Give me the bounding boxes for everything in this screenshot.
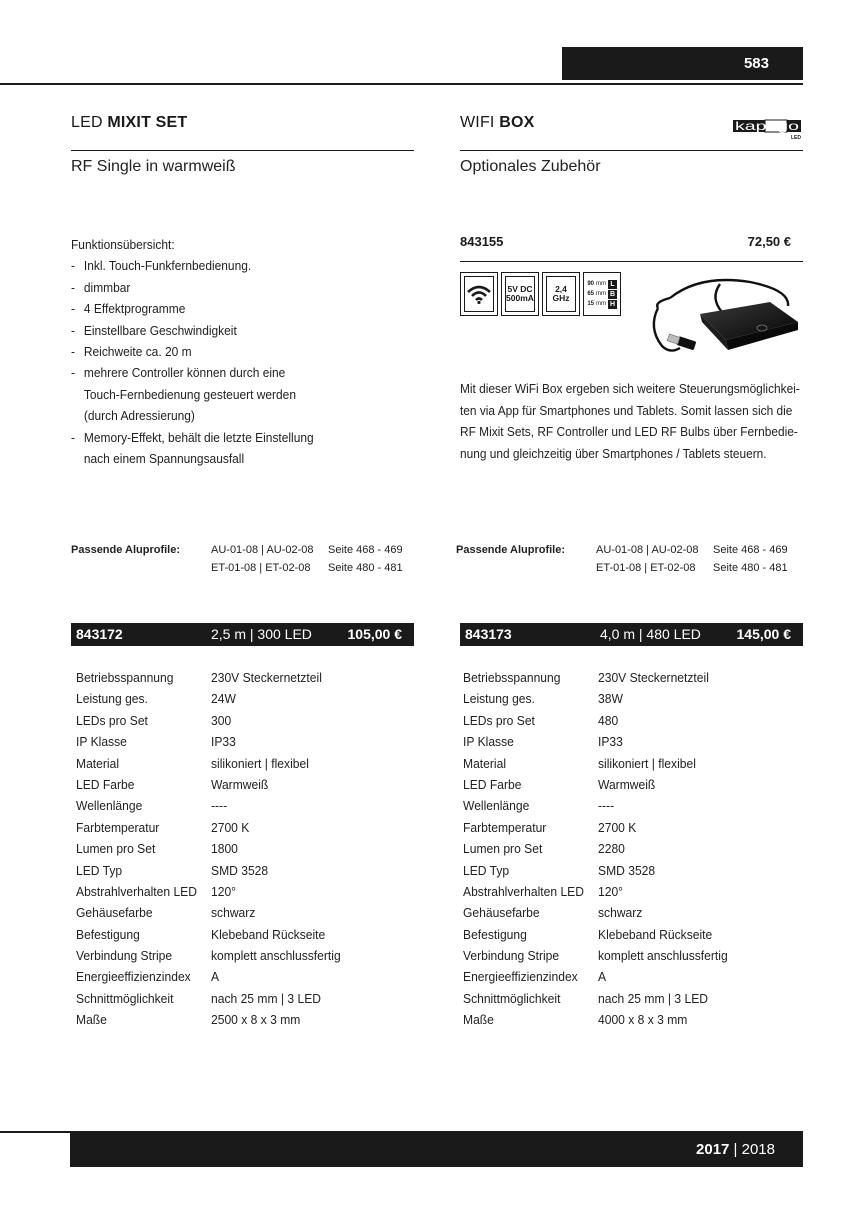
spec-key: Gehäusefarbe [76, 905, 153, 921]
spec-key: Wellenlänge [463, 798, 530, 814]
year-separator: | [729, 1141, 742, 1158]
product-bar-843173 [460, 623, 803, 646]
spec-key: IP Klasse [463, 734, 514, 750]
dimension-row [587, 290, 617, 299]
spec-row [76, 667, 406, 688]
spec-key: Abstrahlverhalten LED [76, 883, 197, 899]
dimension-letter: L [608, 280, 617, 289]
spec-table-843172 [76, 667, 406, 1031]
spec-row [76, 710, 406, 731]
spec-key: Material [463, 755, 507, 771]
spec-key: Befestigung [76, 926, 140, 942]
page-number: 583 [562, 47, 803, 80]
spec-row [76, 688, 406, 709]
voltage-icon-box [501, 272, 539, 316]
spec-row [463, 1009, 793, 1030]
spec-value: IP33 [211, 734, 236, 750]
feature-text: Memory-Effekt, behält die letzte Einstellung [83, 429, 314, 445]
description-line: nung und gleichzeitig über Smartphones / Tablets steuern. [460, 445, 767, 461]
spec-value: silikoniert | flexibel [211, 755, 309, 771]
feature-dash: - [71, 279, 75, 295]
feature-text: dimmbar [83, 279, 131, 295]
product-code: 843173 [465, 626, 512, 642]
spec-value: komplett anschlussfertig [211, 948, 341, 964]
profile-codes: ET-01-08 | ET-02-08 [211, 562, 311, 574]
wifi-rule [460, 261, 803, 262]
spec-key: Maße [76, 1012, 107, 1028]
feature-dash: - [71, 429, 75, 445]
profile-pages: Seite 468 - 469 [713, 544, 788, 556]
wifi-box-product-image [640, 268, 802, 372]
spec-value: 300 [211, 712, 232, 728]
left-subtitle: RF Single in warmweiß [71, 158, 236, 175]
profiles-left [71, 541, 416, 577]
feature-text: Touch-Fernbedienung gesteuert werden [83, 386, 296, 402]
spec-value: schwarz [598, 905, 643, 921]
spec-value: 24W [211, 691, 236, 707]
spec-value: Klebeband Rückseite [598, 926, 713, 942]
voltage-line-1: 5V DC [507, 284, 533, 294]
spec-value: Klebeband Rückseite [211, 926, 326, 942]
dimension-row [587, 300, 617, 309]
dimension-unit: mm [596, 281, 606, 287]
right-subtitle: Optionales Zubehör [460, 158, 601, 175]
spec-value: schwarz [211, 905, 256, 921]
spec-value: 4000 x 8 x 3 mm [598, 1012, 688, 1028]
profiles-right [456, 541, 801, 577]
feature-item [71, 255, 347, 276]
profiles-label: Passende Aluprofile: [71, 544, 181, 556]
description-line: RF Mixit Sets, RF Controller und LED RF Bulbs über Fernbedie- [460, 424, 798, 440]
spec-row [463, 774, 793, 795]
frequency-unit: GHz [552, 293, 570, 303]
top-rule [0, 83, 803, 85]
spec-value: 230V Steckernetzteil [211, 670, 322, 685]
spec-key: Lumen pro Set [76, 841, 156, 857]
spec-key: Leistung ges. [76, 691, 148, 707]
feature-item [71, 298, 347, 319]
feature-text: 4 Effektprogramme [83, 301, 186, 317]
year-next: 2018 [741, 1141, 775, 1158]
description-line: Mit dieser WiFi Box ergeben sich weitere Steuerungsmöglichkei- [460, 381, 800, 396]
spec-value: nach 25 mm | 3 LED [211, 990, 321, 1006]
dimension-value: 65 [587, 291, 594, 297]
spec-value: 38W [598, 691, 623, 707]
product-desc: 4,0 m | 480 LED [600, 626, 701, 642]
spec-value: IP33 [598, 734, 623, 750]
spec-value: A [211, 969, 220, 985]
spec-key: Energieeffizienzindex [76, 969, 191, 985]
spec-row [76, 731, 406, 752]
dimension-unit: mm [596, 291, 606, 297]
spec-key: Schnittmöglichkeit [463, 990, 561, 1006]
spec-key: Betriebsspannung [76, 670, 174, 685]
profile-pages: Seite 468 - 469 [328, 544, 403, 556]
feature-text: (durch Adressierung) [83, 408, 195, 424]
spec-key: Energieeffizienzindex [463, 969, 578, 985]
feature-text: mehrere Controller können durch eine [83, 365, 286, 381]
frequency-value: 2,4 [555, 284, 567, 294]
wifi-icon [466, 284, 492, 304]
year-current: 2017 [696, 1141, 730, 1158]
feature-text: Reichweite ca. 20 m [83, 344, 192, 360]
feature-dash: - [71, 365, 75, 381]
right-title: WIFI BOX [460, 114, 535, 131]
profile-codes: ET-01-08 | ET-02-08 [596, 562, 696, 574]
feature-item [71, 277, 347, 298]
spec-row [76, 774, 406, 795]
spec-row [76, 902, 406, 923]
frequency-icon-box [542, 272, 580, 316]
feature-dash: - [71, 301, 75, 317]
spec-row [463, 688, 793, 709]
dimension-letter: B [609, 290, 616, 298]
spec-key: Gehäusefarbe [463, 905, 540, 921]
spec-value: 120° [211, 883, 237, 899]
voltage-line-2: 500mA [506, 293, 534, 303]
profile-pages: Seite 480 - 481 [713, 562, 788, 574]
spec-row [76, 988, 406, 1009]
spec-icons [460, 272, 621, 316]
feature-dash: - [71, 344, 75, 360]
spec-row [463, 881, 793, 902]
spec-value: A [598, 969, 607, 985]
spec-value: 2700 K [598, 819, 637, 835]
kapego-logo [733, 114, 805, 140]
spec-row [76, 795, 406, 816]
left-title-rule [71, 150, 414, 151]
profile-codes: AU-01-08 | AU-02-08 [211, 544, 314, 556]
product-desc: 2,5 m | 300 LED [211, 626, 312, 642]
spec-row [463, 860, 793, 881]
spec-key: Wellenlänge [76, 798, 143, 814]
product-code: 843172 [76, 626, 123, 642]
wifi-article-header [460, 234, 803, 254]
wifi-icon-box [460, 272, 498, 316]
spec-key: Befestigung [463, 926, 527, 942]
feature-text: nach einem Spannungsausfall [83, 451, 245, 467]
spec-row [463, 817, 793, 838]
year-footer [70, 1133, 803, 1167]
feature-text: Inkl. Touch-Funkfernbedienung. [83, 258, 252, 274]
feature-item [71, 320, 347, 341]
feature-text: Einstellbare Geschwindigkeit [83, 322, 237, 338]
spec-key: Abstrahlverhalten LED [463, 883, 584, 899]
spec-key: Material [76, 755, 120, 771]
spec-value: 2280 [598, 841, 625, 857]
profile-pages: Seite 480 - 481 [328, 562, 403, 574]
spec-key: Farbtemperatur [463, 819, 547, 835]
spec-key: IP Klasse [76, 734, 127, 750]
spec-key: Lumen pro Set [463, 841, 543, 857]
spec-row [463, 966, 793, 987]
spec-value: komplett anschlussfertig [598, 948, 728, 964]
spec-row [463, 924, 793, 945]
spec-value: 230V Steckernetzteil [598, 670, 709, 685]
spec-table-843173 [463, 667, 793, 1031]
spec-row [463, 667, 793, 688]
product-price: 145,00 € [736, 626, 791, 642]
wifi-price: 72,50 € [747, 234, 791, 249]
spec-value: 480 [598, 712, 619, 728]
spec-value: Warmweiß [211, 776, 269, 792]
spec-row [76, 966, 406, 987]
spec-key: Leistung ges. [463, 691, 535, 707]
spec-row [463, 795, 793, 816]
spec-row [463, 710, 793, 731]
spec-value: ---- [598, 798, 615, 814]
right-title-rule [460, 150, 803, 151]
feature-item [71, 341, 347, 362]
spec-key: Verbindung Stripe [76, 948, 173, 964]
dimension-value: 90 [587, 281, 594, 287]
spec-row [76, 838, 406, 859]
spec-row [76, 1009, 406, 1030]
wifi-article-number: 843155 [460, 234, 504, 249]
spec-row [463, 753, 793, 774]
logo-sub: LED [791, 135, 801, 140]
spec-key: Farbtemperatur [76, 819, 160, 835]
spec-key: LED Typ [76, 862, 123, 878]
spec-value: 2500 x 8 x 3 mm [211, 1012, 301, 1028]
dimension-row [587, 280, 617, 289]
description-line: ten via App für Smartphones und Tablets. Somit lassen sich die [460, 402, 793, 418]
dimension-letter: H [609, 300, 616, 308]
spec-value: 2700 K [211, 819, 250, 835]
feature-dash: - [71, 322, 75, 338]
spec-key: Schnittmöglichkeit [76, 990, 174, 1006]
spec-value: silikoniert | flexibel [598, 755, 696, 771]
spec-key: Verbindung Stripe [463, 948, 560, 964]
product-price: 105,00 € [347, 626, 402, 642]
profile-codes: AU-01-08 | AU-02-08 [596, 544, 699, 556]
feature-list [71, 234, 347, 469]
spec-key: Betriebsspannung [463, 670, 561, 685]
spec-value: nach 25 mm | 3 LED [598, 990, 708, 1006]
wifi-description [460, 378, 803, 464]
feature-item [71, 362, 347, 426]
spec-row [76, 924, 406, 945]
spec-row [76, 945, 406, 966]
spec-key: LED Farbe [463, 776, 522, 792]
spec-key: Maße [463, 1012, 494, 1028]
spec-value: SMD 3528 [598, 862, 656, 878]
spec-value: SMD 3528 [211, 862, 269, 878]
profiles-label: Passende Aluprofile: [456, 544, 566, 556]
spec-key: LEDs pro Set [76, 712, 148, 728]
spec-row [76, 881, 406, 902]
spec-key: LED Farbe [76, 776, 135, 792]
spec-value: ---- [211, 798, 228, 814]
product-bar-843172 [71, 623, 414, 646]
spec-key: LED Typ [463, 862, 510, 878]
spec-row [76, 860, 406, 881]
spec-row [463, 945, 793, 966]
logo-text: kapego [735, 119, 800, 133]
spec-row [463, 902, 793, 923]
spec-value: Warmweiß [598, 776, 656, 792]
spec-value: 1800 [211, 841, 238, 857]
feature-item [71, 427, 347, 470]
dimension-unit: mm [596, 301, 606, 307]
feature-dash: - [71, 258, 75, 274]
dimension-value: 15 [587, 301, 594, 307]
spec-row [76, 753, 406, 774]
spec-row [463, 731, 793, 752]
spec-value: 120° [598, 883, 624, 899]
spec-key: LEDs pro Set [463, 712, 535, 728]
spec-row [463, 838, 793, 859]
left-title: LED MIXIT SET [71, 114, 188, 131]
spec-row [76, 817, 406, 838]
spec-row [463, 988, 793, 1009]
dimensions-icon-box [583, 272, 621, 316]
features-title: Funktionsübersicht: [71, 237, 175, 252]
